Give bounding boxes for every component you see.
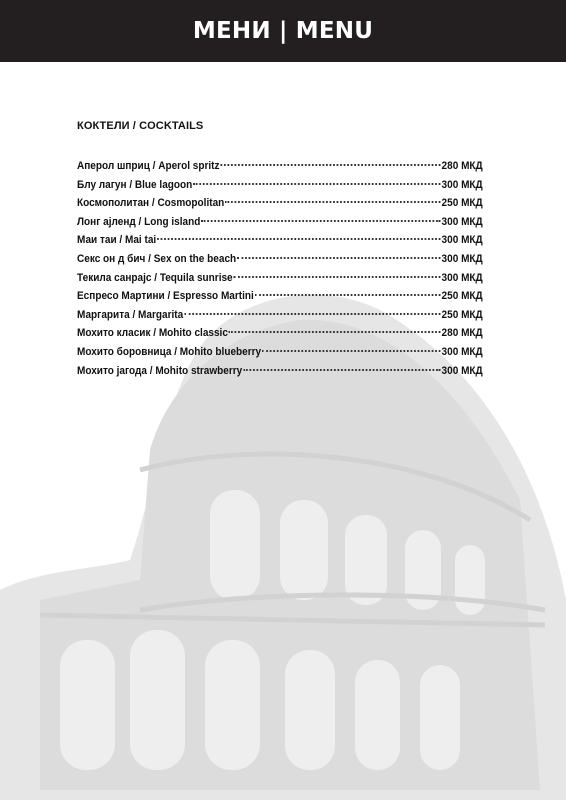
item-name: Текила санрајс / Tequila sunrise bbox=[77, 271, 233, 284]
menu-item bbox=[77, 157, 483, 176]
page-title: МЕНИ | MENU bbox=[192, 18, 374, 44]
item-price: 250 МКД bbox=[441, 290, 483, 303]
dot-leader bbox=[220, 164, 440, 166]
item-price: 280 МКД bbox=[441, 160, 483, 172]
item-name: Секс он д бич / Sex on the beach bbox=[77, 252, 237, 265]
item-name: Маи таи / Mai tai bbox=[77, 234, 157, 247]
item-name: Еспресо Мартини / Espresso Martini bbox=[77, 290, 254, 303]
dot-leader bbox=[184, 313, 441, 315]
menu-item bbox=[77, 306, 483, 325]
dot-leader bbox=[229, 331, 441, 333]
menu-item bbox=[77, 231, 483, 250]
item-name: Космополитан / Cosmopolitan bbox=[77, 197, 225, 210]
menu-item bbox=[77, 250, 483, 269]
item-price: 300 МКД bbox=[441, 215, 483, 228]
menu-item bbox=[77, 287, 483, 306]
item-price: 250 МКД bbox=[441, 308, 483, 321]
dot-leader bbox=[234, 276, 441, 278]
dot-leader bbox=[243, 369, 441, 371]
item-price: 300 МКД bbox=[441, 234, 483, 247]
menu-content bbox=[77, 120, 483, 380]
menu-item bbox=[77, 269, 483, 288]
section-title: КОКТЕЛИ / COCKTAILS bbox=[77, 120, 204, 132]
menu-item bbox=[77, 343, 483, 362]
menu-item bbox=[77, 362, 483, 381]
item-name: Маргарита / Margarita bbox=[77, 308, 184, 321]
menu-item bbox=[77, 213, 483, 232]
item-price: 280 МКД bbox=[441, 327, 483, 340]
item-price: 300 МКД bbox=[441, 252, 483, 265]
item-name: Мохито боровница / Mohito blueberry bbox=[77, 345, 262, 358]
dot-leader bbox=[201, 220, 440, 222]
item-price: 300 МКД bbox=[441, 345, 483, 358]
menu-item bbox=[77, 194, 483, 213]
item-name: Мохито класик / Mohito classic bbox=[77, 327, 228, 340]
menu-item bbox=[77, 176, 483, 195]
item-price: 300 МКД bbox=[441, 364, 483, 377]
dot-leader bbox=[237, 257, 441, 259]
menu-header bbox=[0, 0, 566, 62]
cocktail-list bbox=[77, 157, 483, 380]
menu-item bbox=[77, 324, 483, 343]
dot-leader bbox=[225, 201, 441, 203]
item-name: Блу лагун / Blue lagoon bbox=[77, 178, 193, 191]
item-name: Аперол шприц / Aperol spritz bbox=[77, 160, 220, 172]
item-price: 300 МКД bbox=[441, 271, 483, 284]
item-name: Лонг ајленд / Long island bbox=[77, 215, 201, 228]
item-price: 250 МКД bbox=[441, 197, 483, 210]
item-price: 300 МКД bbox=[441, 178, 483, 191]
item-name: Мохито јагода / Mohito strawberry bbox=[77, 364, 243, 377]
dot-leader bbox=[157, 238, 441, 240]
dot-leader bbox=[193, 183, 441, 185]
dot-leader bbox=[255, 294, 441, 296]
dot-leader bbox=[262, 350, 441, 352]
